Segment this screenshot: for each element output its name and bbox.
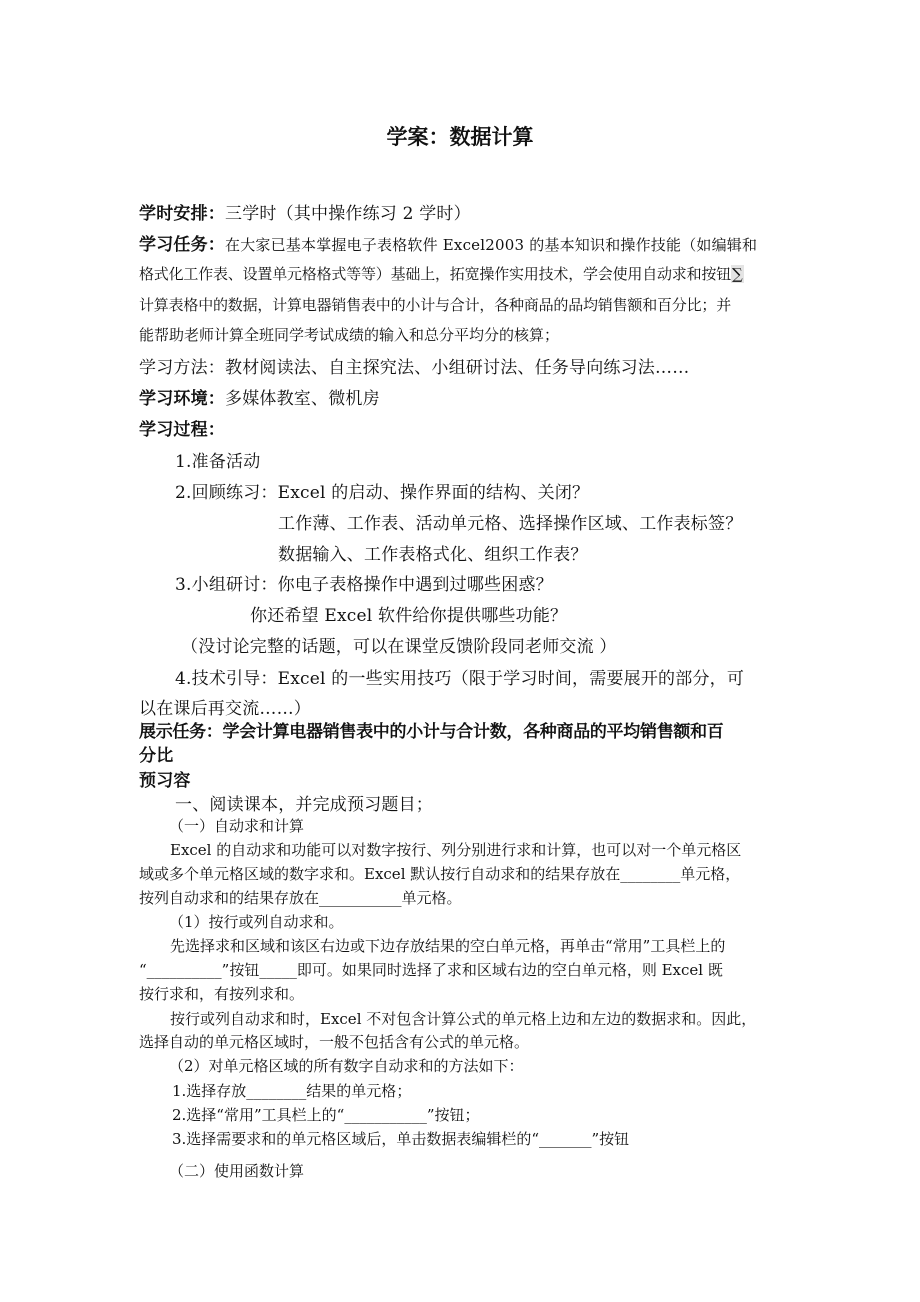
task-line-3: 计算表格中的数据，计算电器销售表中的小计与合计，各种商品的品均销售额和百分比；并	[139, 296, 732, 314]
preview-para-1a: Excel 的自动求和功能可以对数字按行、列分别进行求和计算，也可以对一个单元格区	[170, 841, 742, 859]
preview-para-2b: “__________”按钮_____即可。如果同时选择了求和区域右边的空白单元格，则 Excel 既	[139, 961, 723, 979]
preview-item-2: （2）对单元格区域的所有数字自动求和的方法如下：	[169, 1057, 524, 1075]
preview-intro: 一、阅读课本，并完成预习题目；	[175, 795, 433, 815]
environment-label: 学习环境：	[139, 389, 225, 409]
preview-para-3a: 按行或列自动求和时，Excel 不对包含计算公式的单元格上边和左边的数据求和。因此，	[170, 1010, 757, 1028]
preview-para-2a: 先选择求和区域和该区右边或下边存放结果的空白单元格，再单击“常用”工具栏上的	[170, 937, 726, 955]
showcase-line-2: 分比	[139, 746, 174, 766]
environment-line	[139, 384, 380, 409]
schedule-text: 三学时（其中操作练习 2 学时）	[225, 204, 471, 224]
process-step-3-b: 你还希望 Excel 软件给你提供哪些功能？	[250, 606, 568, 626]
method-text: 教材阅读法、自主探究法、小组研讨法、任务导向练习法……	[225, 358, 690, 378]
process-step-4-b: 以在课后再交流……）	[139, 699, 311, 719]
preview-item-1: （1）按行或列自动求和。	[169, 913, 344, 931]
showcase-line-1: 展示任务：学会计算电器销售表中的小计与合计数，各种商品的平均销售额和百	[139, 722, 724, 742]
preview-step-1: 1.选择存放________结果的单元格；	[172, 1082, 412, 1100]
preview-para-2c: 按行求和，有按列求和。	[139, 985, 305, 1003]
page-title: 学案：数据计算	[386, 125, 534, 149]
task-text-2: 格式化工作表、设置单元格格式等等）基础上，拓宽操作实用技术，学会使用自动求和按钮	[139, 265, 732, 283]
method-label: 学习方法：	[139, 358, 225, 378]
autosum-sigma-icon: ∑	[732, 265, 743, 283]
preview-para-1b: 域或多个单元格区域的数字求和。Excel 默认按行自动求和的结果存放在________单元格，	[139, 865, 741, 883]
task-text-1: 在大家已基本掌握电子表格软件 Excel2003 的基本知识和操作技能（如编辑和	[225, 236, 758, 254]
process-step-1: 1.准备活动	[175, 452, 261, 472]
preview-section-1: （一）自动求和计算	[169, 817, 305, 835]
task-line-4: 能帮助老师计算全班同学考试成绩的输入和总分平均分的核算；	[139, 326, 560, 344]
method-line	[139, 353, 689, 378]
preview-step-3: 3.选择需要求和的单元格区域后，单击数据表编辑栏的“_______”按钮	[172, 1130, 630, 1148]
process-label: 学习过程：	[139, 420, 225, 440]
task-line-1	[139, 230, 757, 255]
process-step-2-b: 工作薄、工作表、活动单元格、选择操作区域、工作表标签？	[278, 514, 743, 534]
process-step-3: 3.小组研讨：你电子表格操作中遇到过哪些困惑？	[175, 575, 553, 595]
process-step-3-c: （没讨论完整的话题，可以在课堂反馈阶段同老师交流 ）	[181, 637, 617, 657]
schedule-label: 学时安排：	[139, 204, 225, 224]
preview-section-2: （二）使用函数计算	[169, 1162, 305, 1180]
task-line-2	[139, 263, 744, 284]
task-label: 学习任务：	[139, 235, 225, 255]
schedule-line	[139, 199, 471, 224]
process-step-4: 4.技术引导：Excel 的一些实用技巧（限于学习时间，需要展开的部分，可	[175, 669, 745, 689]
preview-para-1c: 按列自动求和的结果存放在___________单元格。	[139, 889, 462, 907]
preview-para-3b: 选择自动的单元格区域时，一般不包括含有公式的单元格。	[139, 1033, 530, 1051]
environment-text: 多媒体教室、微机房	[225, 389, 380, 409]
preview-step-2: 2.选择“常用”工具栏上的“___________”按钮；	[172, 1106, 480, 1124]
process-step-2: 2.回顾练习：Excel 的启动、操作界面的结构、关闭？	[175, 483, 590, 503]
preview-heading: 预习容	[139, 771, 191, 791]
process-step-2-c: 数据输入、工作表格式化、组织工作表？	[278, 545, 588, 565]
